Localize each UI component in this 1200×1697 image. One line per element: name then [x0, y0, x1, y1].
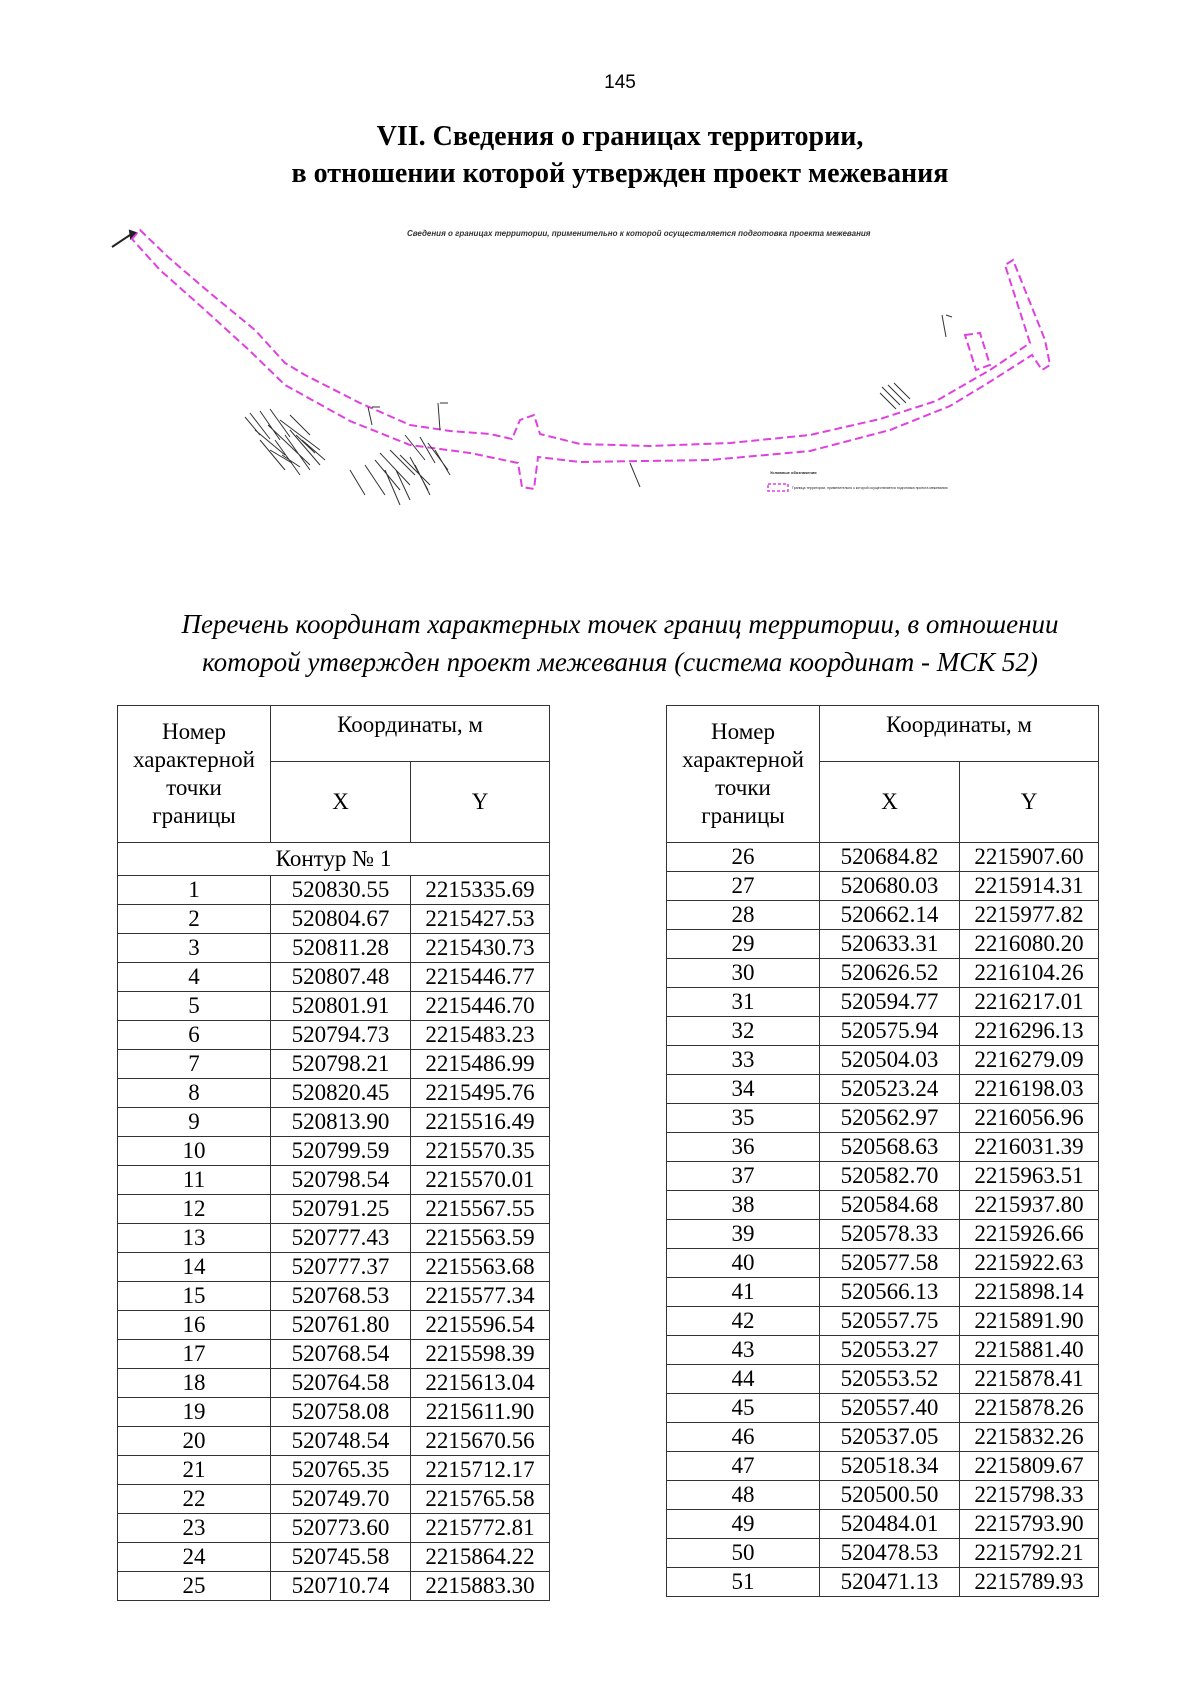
- point-number-cell: 44: [667, 1365, 820, 1394]
- x-coordinate-cell: 520662.14: [820, 901, 960, 930]
- table-row: [667, 1510, 1099, 1539]
- header-coordinates: Координаты, м: [271, 706, 550, 762]
- y-coordinate-cell: 2215446.77: [411, 963, 550, 992]
- x-coordinate-cell: 520578.33: [820, 1220, 960, 1249]
- y-coordinate-cell: 2215563.68: [411, 1253, 550, 1282]
- y-coordinate-cell: 2215864.22: [411, 1543, 550, 1572]
- x-coordinate-cell: 520504.03: [820, 1046, 960, 1075]
- point-number-cell: 25: [118, 1572, 271, 1601]
- x-coordinate-cell: 520710.74: [271, 1572, 411, 1601]
- y-coordinate-cell: 2215577.34: [411, 1282, 550, 1311]
- section-title-line-1: VII. Сведения о границах территории,: [376, 121, 864, 152]
- header-x: X: [271, 762, 411, 843]
- x-coordinate-cell: 520820.45: [271, 1079, 411, 1108]
- y-coordinate-cell: 2215570.01: [411, 1166, 550, 1195]
- territory-boundary: [132, 230, 1050, 489]
- y-coordinate-cell: 2216198.03: [960, 1075, 1099, 1104]
- point-number-cell: 15: [118, 1282, 271, 1311]
- table-row: [667, 1162, 1099, 1191]
- table-row: [667, 1307, 1099, 1336]
- x-coordinate-cell: 520794.73: [271, 1021, 411, 1050]
- table-row: [118, 905, 550, 934]
- table-row: [118, 1021, 550, 1050]
- point-number-cell: 47: [667, 1452, 820, 1481]
- y-coordinate-cell: 2215977.82: [960, 901, 1099, 930]
- x-coordinate-cell: 520768.54: [271, 1340, 411, 1369]
- point-number-cell: 23: [118, 1514, 271, 1543]
- point-number-cell: 31: [667, 988, 820, 1017]
- coordinates-table-right: [666, 705, 1099, 1597]
- table-row: [667, 1394, 1099, 1423]
- point-number-cell: 42: [667, 1307, 820, 1336]
- y-coordinate-cell: 2215335.69: [411, 876, 550, 905]
- table-row: [667, 1104, 1099, 1133]
- table-row: [667, 1046, 1099, 1075]
- table-subtitle: [0, 605, 1200, 681]
- x-coordinate-cell: 520813.90: [271, 1108, 411, 1137]
- table-row: [118, 963, 550, 992]
- point-number-cell: 28: [667, 901, 820, 930]
- table-row: [667, 1481, 1099, 1510]
- table-row: [667, 1278, 1099, 1307]
- y-coordinate-cell: 2215937.80: [960, 1191, 1099, 1220]
- y-coordinate-cell: 2215596.54: [411, 1311, 550, 1340]
- y-coordinate-cell: 2216031.39: [960, 1133, 1099, 1162]
- table-row: [118, 1050, 550, 1079]
- parcel-lines: [245, 315, 952, 505]
- table-row: [118, 1253, 550, 1282]
- x-coordinate-cell: 520584.68: [820, 1191, 960, 1220]
- y-coordinate-cell: 2215495.76: [411, 1079, 550, 1108]
- point-number-cell: 16: [118, 1311, 271, 1340]
- point-number-cell: 46: [667, 1423, 820, 1452]
- table-row: [667, 843, 1099, 872]
- y-coordinate-cell: 2215878.26: [960, 1394, 1099, 1423]
- y-coordinate-cell: 2215898.14: [960, 1278, 1099, 1307]
- y-coordinate-cell: 2215427.53: [411, 905, 550, 934]
- y-coordinate-cell: 2215789.93: [960, 1568, 1099, 1597]
- coordinates-table-right-body: [667, 843, 1099, 1597]
- table-row: [667, 1452, 1099, 1481]
- point-number-cell: 13: [118, 1224, 271, 1253]
- table-row: [118, 1485, 550, 1514]
- table-row: [667, 1249, 1099, 1278]
- y-coordinate-cell: 2216080.20: [960, 930, 1099, 959]
- point-number-cell: 26: [667, 843, 820, 872]
- table-row: [667, 872, 1099, 901]
- point-number-cell: 39: [667, 1220, 820, 1249]
- table-row: [667, 901, 1099, 930]
- x-coordinate-cell: 520777.37: [271, 1253, 411, 1282]
- y-coordinate-cell: 2215809.67: [960, 1452, 1099, 1481]
- x-coordinate-cell: 520557.40: [820, 1394, 960, 1423]
- y-coordinate-cell: 2216104.26: [960, 959, 1099, 988]
- point-number-cell: 14: [118, 1253, 271, 1282]
- table-row: [118, 1166, 550, 1195]
- point-number-cell: 33: [667, 1046, 820, 1075]
- table-row: [667, 1191, 1099, 1220]
- x-coordinate-cell: 520801.91: [271, 992, 411, 1021]
- point-number-cell: 27: [667, 872, 820, 901]
- x-coordinate-cell: 520582.70: [820, 1162, 960, 1191]
- map-legend: [768, 470, 948, 491]
- boundary-map-svg: [110, 225, 1150, 570]
- table-row: [667, 1539, 1099, 1568]
- x-coordinate-cell: 520804.67: [271, 905, 411, 934]
- point-number-cell: 32: [667, 1017, 820, 1046]
- x-coordinate-cell: 520807.48: [271, 963, 411, 992]
- header-y: Y: [960, 762, 1099, 843]
- point-number-cell: 9: [118, 1108, 271, 1137]
- y-coordinate-cell: 2215891.90: [960, 1307, 1099, 1336]
- y-coordinate-cell: 2215486.99: [411, 1050, 550, 1079]
- x-coordinate-cell: 520758.08: [271, 1398, 411, 1427]
- point-number-cell: 24: [118, 1543, 271, 1572]
- y-coordinate-cell: 2216296.13: [960, 1017, 1099, 1046]
- y-coordinate-cell: 2216056.96: [960, 1104, 1099, 1133]
- page-number: 145: [604, 72, 636, 93]
- y-coordinate-cell: 2216279.09: [960, 1046, 1099, 1075]
- y-coordinate-cell: 2215878.41: [960, 1365, 1099, 1394]
- x-coordinate-cell: 520575.94: [820, 1017, 960, 1046]
- x-coordinate-cell: 520553.27: [820, 1336, 960, 1365]
- header-y: Y: [411, 762, 550, 843]
- x-coordinate-cell: 520791.25: [271, 1195, 411, 1224]
- y-coordinate-cell: 2215712.17: [411, 1456, 550, 1485]
- y-coordinate-cell: 2215772.81: [411, 1514, 550, 1543]
- x-coordinate-cell: 520626.52: [820, 959, 960, 988]
- table-row: [667, 1133, 1099, 1162]
- y-coordinate-cell: 2215907.60: [960, 843, 1099, 872]
- point-number-cell: 35: [667, 1104, 820, 1133]
- table-subtitle-line-1: Перечень координат характерных точек границ территории, в отношении: [181, 609, 1059, 639]
- coordinates-table-left-body: [118, 876, 550, 1601]
- y-coordinate-cell: 2215926.66: [960, 1220, 1099, 1249]
- x-coordinate-cell: 520768.53: [271, 1282, 411, 1311]
- table-row: [667, 1017, 1099, 1046]
- point-number-cell: 10: [118, 1137, 271, 1166]
- table-row: [118, 1427, 550, 1456]
- x-coordinate-cell: 520471.13: [820, 1568, 960, 1597]
- point-number-cell: 45: [667, 1394, 820, 1423]
- y-coordinate-cell: 2215670.56: [411, 1427, 550, 1456]
- table-row: [118, 1514, 550, 1543]
- x-coordinate-cell: 520745.58: [271, 1543, 411, 1572]
- x-coordinate-cell: 520684.82: [820, 843, 960, 872]
- point-number-cell: 49: [667, 1510, 820, 1539]
- table-row: [667, 959, 1099, 988]
- table-row: [118, 1398, 550, 1427]
- table-row: [118, 1195, 550, 1224]
- y-coordinate-cell: 2215483.23: [411, 1021, 550, 1050]
- table-row: [118, 1224, 550, 1253]
- y-coordinate-cell: 2215881.40: [960, 1336, 1099, 1365]
- table-row: [118, 992, 550, 1021]
- table-row: [667, 988, 1099, 1017]
- legend-item: Граница территории, применительно к которой осуществляется подготовка проекта межевания: [792, 486, 948, 490]
- table-row: [667, 1075, 1099, 1104]
- y-coordinate-cell: 2215765.58: [411, 1485, 550, 1514]
- table-row: [118, 1543, 550, 1572]
- header-point-number: Номер характерной точки границы: [667, 706, 820, 843]
- section-title: [0, 118, 1200, 192]
- x-coordinate-cell: 520478.53: [820, 1539, 960, 1568]
- x-coordinate-cell: 520798.21: [271, 1050, 411, 1079]
- point-number-cell: 43: [667, 1336, 820, 1365]
- point-number-cell: 51: [667, 1568, 820, 1597]
- table-row: [667, 1220, 1099, 1249]
- y-coordinate-cell: 2215563.59: [411, 1224, 550, 1253]
- table-row: [118, 1079, 550, 1108]
- point-number-cell: 21: [118, 1456, 271, 1485]
- x-coordinate-cell: 520773.60: [271, 1514, 411, 1543]
- point-number-cell: 12: [118, 1195, 271, 1224]
- y-coordinate-cell: 2215598.39: [411, 1340, 550, 1369]
- x-coordinate-cell: 520484.01: [820, 1510, 960, 1539]
- header-coordinates: Координаты, м: [820, 706, 1099, 762]
- coordinates-table-left: [117, 705, 550, 1601]
- y-coordinate-cell: 2215792.21: [960, 1539, 1099, 1568]
- point-number-cell: 3: [118, 934, 271, 963]
- y-coordinate-cell: 2215883.30: [411, 1572, 550, 1601]
- x-coordinate-cell: 520764.58: [271, 1369, 411, 1398]
- x-coordinate-cell: 520568.63: [820, 1133, 960, 1162]
- x-coordinate-cell: 520594.77: [820, 988, 960, 1017]
- x-coordinate-cell: 520761.80: [271, 1311, 411, 1340]
- map-caption: Сведения о границах территории, применительно к которой осуществляется подготовка проекта межевания: [407, 229, 871, 238]
- point-number-cell: 5: [118, 992, 271, 1021]
- x-coordinate-cell: 520537.05: [820, 1423, 960, 1452]
- point-number-cell: 48: [667, 1481, 820, 1510]
- legend-title: Условные обозначения: [770, 470, 817, 475]
- boundary-map: [110, 225, 1150, 570]
- table-row: [667, 1423, 1099, 1452]
- table-row: [118, 876, 550, 905]
- x-coordinate-cell: 520798.54: [271, 1166, 411, 1195]
- y-coordinate-cell: 2215570.35: [411, 1137, 550, 1166]
- point-number-cell: 17: [118, 1340, 271, 1369]
- table-row: [118, 1340, 550, 1369]
- table-row: [118, 1137, 550, 1166]
- y-coordinate-cell: 2215446.70: [411, 992, 550, 1021]
- point-number-cell: 29: [667, 930, 820, 959]
- point-number-cell: 36: [667, 1133, 820, 1162]
- x-coordinate-cell: 520518.34: [820, 1452, 960, 1481]
- y-coordinate-cell: 2215798.33: [960, 1481, 1099, 1510]
- y-coordinate-cell: 2215922.63: [960, 1249, 1099, 1278]
- table-row: [118, 1311, 550, 1340]
- x-coordinate-cell: 520749.70: [271, 1485, 411, 1514]
- point-number-cell: 4: [118, 963, 271, 992]
- table-row: [667, 1568, 1099, 1597]
- point-number-cell: 8: [118, 1079, 271, 1108]
- y-coordinate-cell: 2215611.90: [411, 1398, 550, 1427]
- x-coordinate-cell: 520553.52: [820, 1365, 960, 1394]
- x-coordinate-cell: 520811.28: [271, 934, 411, 963]
- point-number-cell: 2: [118, 905, 271, 934]
- x-coordinate-cell: 520765.35: [271, 1456, 411, 1485]
- y-coordinate-cell: 2215793.90: [960, 1510, 1099, 1539]
- table-row: [667, 1336, 1099, 1365]
- table-row: [118, 1369, 550, 1398]
- y-coordinate-cell: 2215832.26: [960, 1423, 1099, 1452]
- x-coordinate-cell: 520523.24: [820, 1075, 960, 1104]
- table-row: [118, 934, 550, 963]
- y-coordinate-cell: 2215914.31: [960, 872, 1099, 901]
- x-coordinate-cell: 520500.50: [820, 1481, 960, 1510]
- y-coordinate-cell: 2215567.55: [411, 1195, 550, 1224]
- table-subtitle-line-2: которой утвержден проект межевания (система координат - МСК 52): [202, 647, 1038, 677]
- x-coordinate-cell: 520777.43: [271, 1224, 411, 1253]
- x-coordinate-cell: 520566.13: [820, 1278, 960, 1307]
- x-coordinate-cell: 520557.75: [820, 1307, 960, 1336]
- point-number-cell: 22: [118, 1485, 271, 1514]
- y-coordinate-cell: 2215963.51: [960, 1162, 1099, 1191]
- table-row: [667, 930, 1099, 959]
- point-number-cell: 20: [118, 1427, 271, 1456]
- point-number-cell: 41: [667, 1278, 820, 1307]
- header-point-number: Номер характерной точки границы: [118, 706, 271, 843]
- point-number-cell: 30: [667, 959, 820, 988]
- point-number-cell: 40: [667, 1249, 820, 1278]
- point-number-cell: 50: [667, 1539, 820, 1568]
- x-coordinate-cell: 520562.97: [820, 1104, 960, 1133]
- x-coordinate-cell: 520680.03: [820, 872, 960, 901]
- point-number-cell: 18: [118, 1369, 271, 1398]
- y-coordinate-cell: 2215430.73: [411, 934, 550, 963]
- point-number-cell: 6: [118, 1021, 271, 1050]
- x-coordinate-cell: 520748.54: [271, 1427, 411, 1456]
- point-number-cell: 11: [118, 1166, 271, 1195]
- y-coordinate-cell: 2216217.01: [960, 988, 1099, 1017]
- point-number-cell: 19: [118, 1398, 271, 1427]
- section-title-line-2: в отношении которой утвержден проект межевания: [291, 158, 949, 189]
- legend-swatch: [768, 484, 788, 491]
- point-number-cell: 1: [118, 876, 271, 905]
- point-number-cell: 38: [667, 1191, 820, 1220]
- point-number-cell: 34: [667, 1075, 820, 1104]
- table-row: [118, 1456, 550, 1485]
- contour-label: Контур № 1: [118, 843, 550, 876]
- table-row: [667, 1365, 1099, 1394]
- table-row: [118, 1108, 550, 1137]
- x-coordinate-cell: 520799.59: [271, 1137, 411, 1166]
- x-coordinate-cell: 520633.31: [820, 930, 960, 959]
- x-coordinate-cell: 520577.58: [820, 1249, 960, 1278]
- point-number-cell: 37: [667, 1162, 820, 1191]
- table-row: [118, 1282, 550, 1311]
- point-number-cell: 7: [118, 1050, 271, 1079]
- x-coordinate-cell: 520830.55: [271, 876, 411, 905]
- header-x: X: [820, 762, 960, 843]
- table-row: [118, 1572, 550, 1601]
- y-coordinate-cell: 2215613.04: [411, 1369, 550, 1398]
- y-coordinate-cell: 2215516.49: [411, 1108, 550, 1137]
